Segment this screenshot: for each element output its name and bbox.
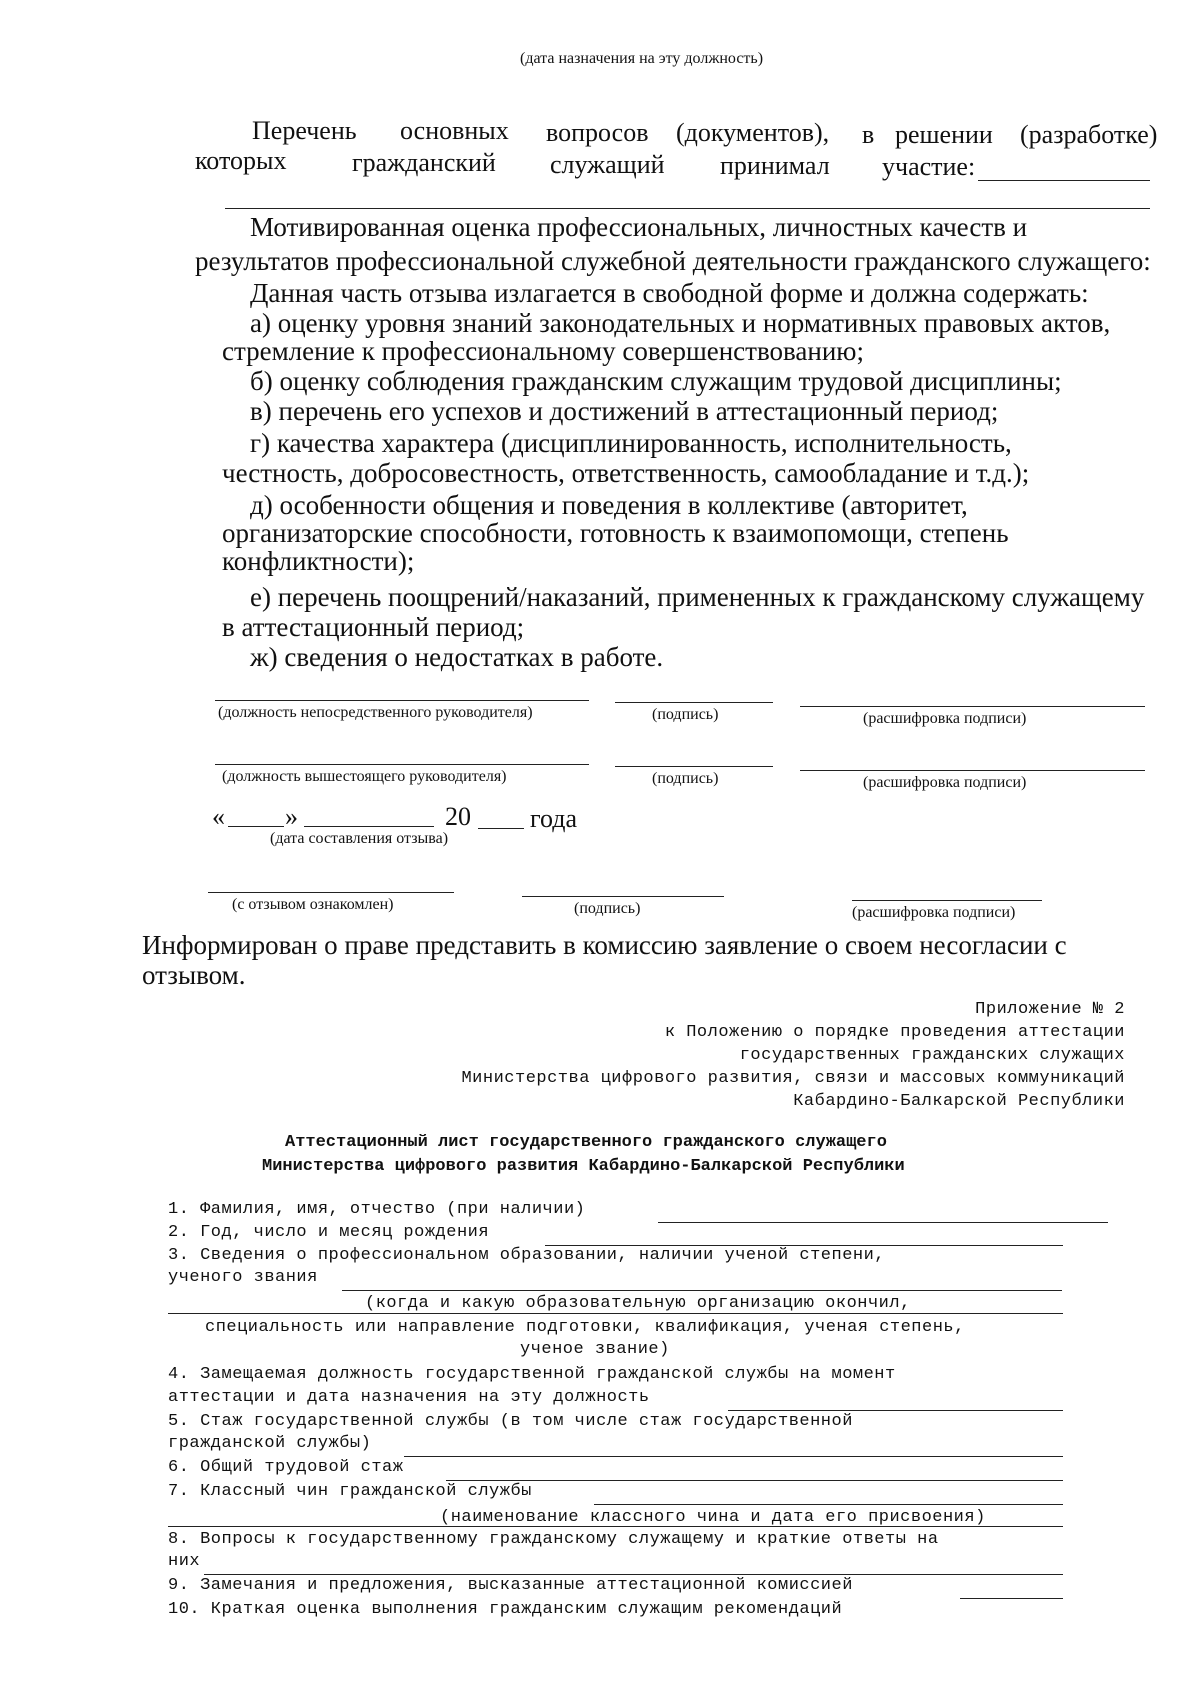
date-day-line[interactable]: [228, 826, 284, 827]
motivated-item-g-2: честность, добросовестность, ответственность, самообладание и т.д.);: [222, 458, 1030, 488]
item-7-caption: (наименование классного чина и дата его присвоения): [440, 1508, 986, 1527]
sig-row1-signature-line[interactable]: [615, 702, 773, 703]
sig-row2-decoding-line[interactable]: [800, 770, 1145, 771]
motivated-item-zh: ж) сведения о недостатках в работе.: [250, 642, 664, 672]
item-7-field-line[interactable]: [594, 1504, 1063, 1505]
date-year-line[interactable]: [478, 828, 524, 829]
motivated-line-2: результатов профессиональной служебной деятельности гражданского служащего:: [195, 246, 1151, 276]
date-caption: (дата составления отзыва): [270, 830, 449, 847]
sig-row3-acquainted-caption: (с отзывом ознакомлен): [232, 896, 394, 913]
issues-word-11: принимал: [720, 151, 830, 180]
motivated-item-v: в) перечень его успехов и достижений в аттестационный период;: [250, 396, 999, 426]
item-3-field-line-2[interactable]: [168, 1313, 1063, 1314]
sig-row1-position-caption: (должность непосредственного руководителя): [218, 704, 533, 721]
date-month-line[interactable]: [304, 826, 434, 827]
sig-row3-signature-line[interactable]: [522, 896, 724, 897]
top-caption: (дата назначения на эту должность): [520, 50, 764, 67]
item-6-label: 6. Общий трудовой стаж: [168, 1458, 404, 1477]
sig-row3-decoding-line[interactable]: [852, 900, 1042, 901]
sig-row2-signature-caption: (подпись): [652, 770, 719, 787]
sig-row3-signature-caption: (подпись): [574, 900, 641, 917]
motivated-item-a-1: а) оценку уровня знаний законодательных и нормативных правовых актов,: [250, 308, 1111, 338]
motivated-line-1: Мотивированная оценка профессиональных, личностных качеств и: [250, 212, 1028, 242]
date-open-quote: «: [212, 802, 225, 831]
item-3-caption-2: специальность или направление подготовки, квалификация, ученая степень,: [205, 1318, 965, 1337]
item-3-caption-3: ученое звание): [520, 1340, 670, 1359]
motivated-intro: Данная часть отзыва излагается в свободной форме и должна содержать:: [250, 278, 1089, 308]
motivated-item-d-2: организаторские способности, готовность к взаимопомощи, степень: [222, 518, 1009, 548]
sig-row1-signature-caption: (подпись): [652, 706, 719, 723]
item-8-label-2: них: [168, 1552, 201, 1571]
motivated-item-a-2: стремление к профессиональному совершенствованию;: [222, 336, 864, 366]
sig-row3-acquainted-line[interactable]: [208, 892, 454, 893]
issues-word-4: (документов),: [676, 118, 830, 147]
issues-word-3: вопросов: [546, 118, 649, 147]
item-5-field-line[interactable]: [404, 1456, 1063, 1457]
item-8-label-1: 8. Вопросы к государственному гражданскому служащему и краткие ответы на: [168, 1530, 939, 1549]
sheet-title-line-2: Министерства цифрового развития Кабардино-Балкарской Республики: [262, 1157, 905, 1176]
sig-row2-position-caption: (должность вышестоящего руководителя): [222, 768, 507, 785]
appendix-line-3: государственных гражданских служащих: [739, 1046, 1125, 1065]
item-9-label: 9. Замечания и предложения, высказанные аттестационной комиссией: [168, 1576, 853, 1595]
issues-word-12: участие:: [882, 152, 976, 181]
issues-word-10: служащий: [550, 150, 665, 179]
issues-blank-line[interactable]: [978, 180, 1150, 181]
item-3-caption-1: (когда и какую образовательную организацию окончил,: [365, 1294, 911, 1313]
item-1-label: 1. Фамилия, имя, отчество (при наличии): [168, 1200, 586, 1219]
appendix-line-2: к Положению о порядке проведения аттестации: [664, 1023, 1125, 1042]
sig-row2-decoding-caption: (расшифровка подписи): [863, 774, 1027, 791]
item-4-field-line[interactable]: [728, 1410, 1063, 1411]
item-6-field-line[interactable]: [446, 1480, 1063, 1481]
item-3-field-line[interactable]: [342, 1290, 1062, 1291]
item-4-label-1: 4. Замещаемая должность государственной гражданской службы на момент: [168, 1365, 896, 1384]
issues-word-2: основных: [400, 116, 509, 145]
motivated-item-b: б) оценку соблюдения гражданским служащим трудовой дисциплины;: [250, 366, 1062, 396]
date-year-prefix: 20: [445, 802, 471, 831]
date-year-word: года: [530, 804, 578, 833]
sig-row2-position-line[interactable]: [215, 764, 589, 765]
date-close-quote: »: [285, 802, 298, 831]
informed-line-1: Информирован о праве представить в комиссию заявление о своем несогласии с: [142, 930, 1067, 960]
motivated-item-e-2: в аттестационный период;: [222, 612, 525, 642]
motivated-item-e-1: е) перечень поощрений/наказаний, примененных к гражданскому служащему: [250, 582, 1145, 612]
appendix-line-5: Кабардино-Балкарской Республики: [793, 1092, 1125, 1111]
sig-row1-decoding-line[interactable]: [800, 706, 1145, 707]
issues-blank-line-2[interactable]: [225, 208, 1150, 209]
motivated-item-d-1: д) особенности общения и поведения в коллективе (авторитет,: [250, 490, 968, 520]
issues-word-8: которых: [195, 146, 287, 175]
item-3-label-2: ученого звания: [168, 1268, 318, 1287]
sig-row1-decoding-caption: (расшифровка подписи): [863, 710, 1027, 727]
sig-row3-decoding-caption: (расшифровка подписи): [852, 904, 1016, 921]
appendix-line-1: Приложение № 2: [975, 1000, 1125, 1019]
item-4-label-2: аттестации и дата назначения на эту должность: [168, 1388, 650, 1407]
item-5-label-1: 5. Стаж государственной службы (в том числе стаж государственной: [168, 1412, 853, 1431]
item-1-field-line[interactable]: [658, 1222, 1108, 1223]
motivated-item-d-3: конфликтности);: [222, 546, 415, 576]
item-3-label-1: 3. Сведения о профессиональном образовании, наличии ученой степени,: [168, 1246, 886, 1265]
item-8-field-line[interactable]: [204, 1574, 1063, 1575]
item-7-label: 7. Классный чин гражданской службы: [168, 1482, 532, 1501]
issues-word-9: гражданский: [352, 148, 496, 177]
issues-word-7: (разработке): [1020, 120, 1158, 149]
item-5-label-2: гражданской службы): [168, 1434, 372, 1453]
issues-word-5: в: [862, 120, 875, 149]
motivated-item-g-1: г) качества характера (дисциплинированность, исполнительность,: [250, 428, 1012, 458]
informed-line-2: отзывом.: [142, 960, 246, 990]
issues-word-6: решении: [895, 120, 993, 149]
sheet-title-line-1: Аттестационный лист государственного гражданского служащего: [285, 1133, 887, 1152]
sig-row2-signature-line[interactable]: [615, 766, 773, 767]
item-9-field-line[interactable]: [960, 1598, 1063, 1599]
appendix-line-4: Министерства цифрового развития, связи и массовых коммуникаций: [461, 1069, 1125, 1088]
item-10-label: 10. Краткая оценка выполнения гражданским служащим рекомендаций: [168, 1600, 843, 1619]
issues-word-1: Перечень: [252, 116, 357, 145]
item-2-label: 2. Год, число и месяц рождения: [168, 1223, 490, 1242]
sig-row1-position-line[interactable]: [215, 700, 589, 701]
